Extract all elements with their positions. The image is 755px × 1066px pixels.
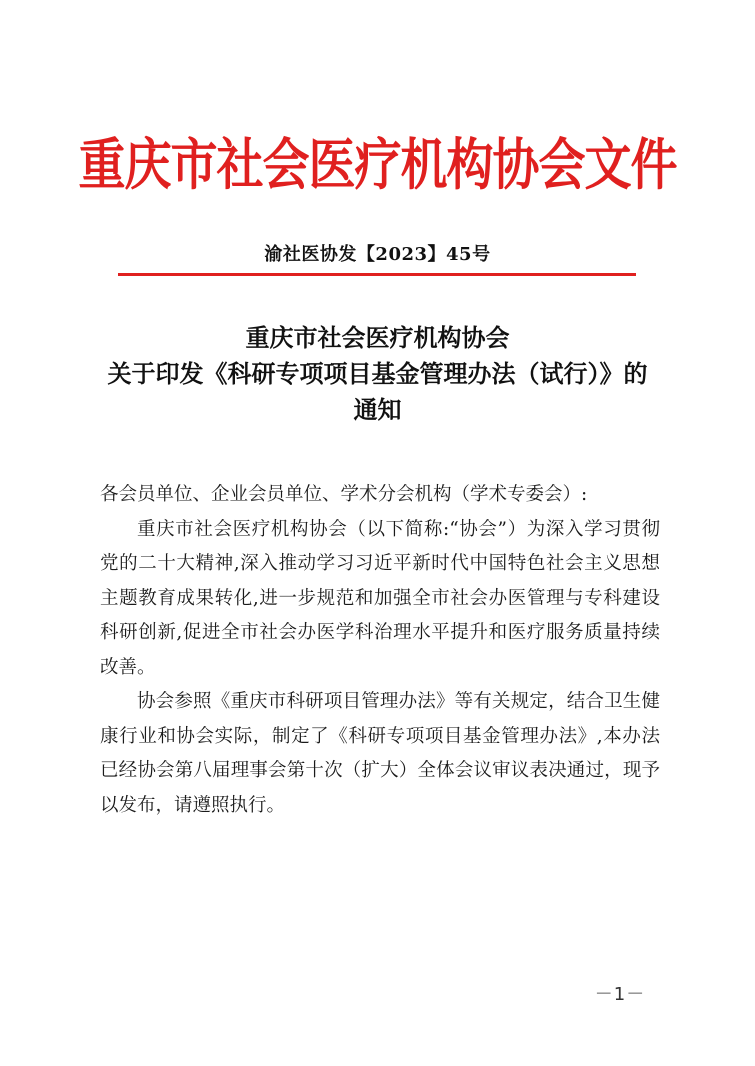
notice-body xyxy=(100,478,660,823)
red-divider-line xyxy=(118,273,636,276)
organization-masthead: 重庆市社会医疗机构协会文件 xyxy=(78,133,677,199)
notice-title-line-3: 通知 xyxy=(353,395,402,424)
document-number: 渝社医协发【2023】45号 xyxy=(264,244,491,265)
notice-title-line-1: 重庆市社会医疗机构协会 xyxy=(245,323,510,352)
page-number: －1－ xyxy=(594,984,646,1005)
notice-title-line-2: 关于印发《科研专项项目基金管理办法（试行）》的 xyxy=(107,359,648,388)
notice-title xyxy=(0,320,755,428)
body-paragraph-2: 协会参照《重庆市科研项目管理办法》等有关规定，结合卫生健康行业和协会实际，制定了《科研专项项目基金管理办法》,本办法已经协会第八届理事会第十次（扩大）全体会议审议表决通过，现予以发布，请遵照执行。 xyxy=(100,691,660,816)
body-paragraph-1: 重庆市社会医疗机构协会（以下简称:“协会”）为深入学习贯彻党的二十大精神,深入推动学习习近平新时代中国特色社会主义思想主题教育成果转化,进一步规范和加强全市社会办医管理与专科建设科研创新,促进全市社会办医学科治理水平提升和医疗服务质量持续改善。 xyxy=(100,518,660,678)
salutation: 各会员单位、企业会员单位、学术分会机构（学术专委会）: xyxy=(100,484,588,505)
